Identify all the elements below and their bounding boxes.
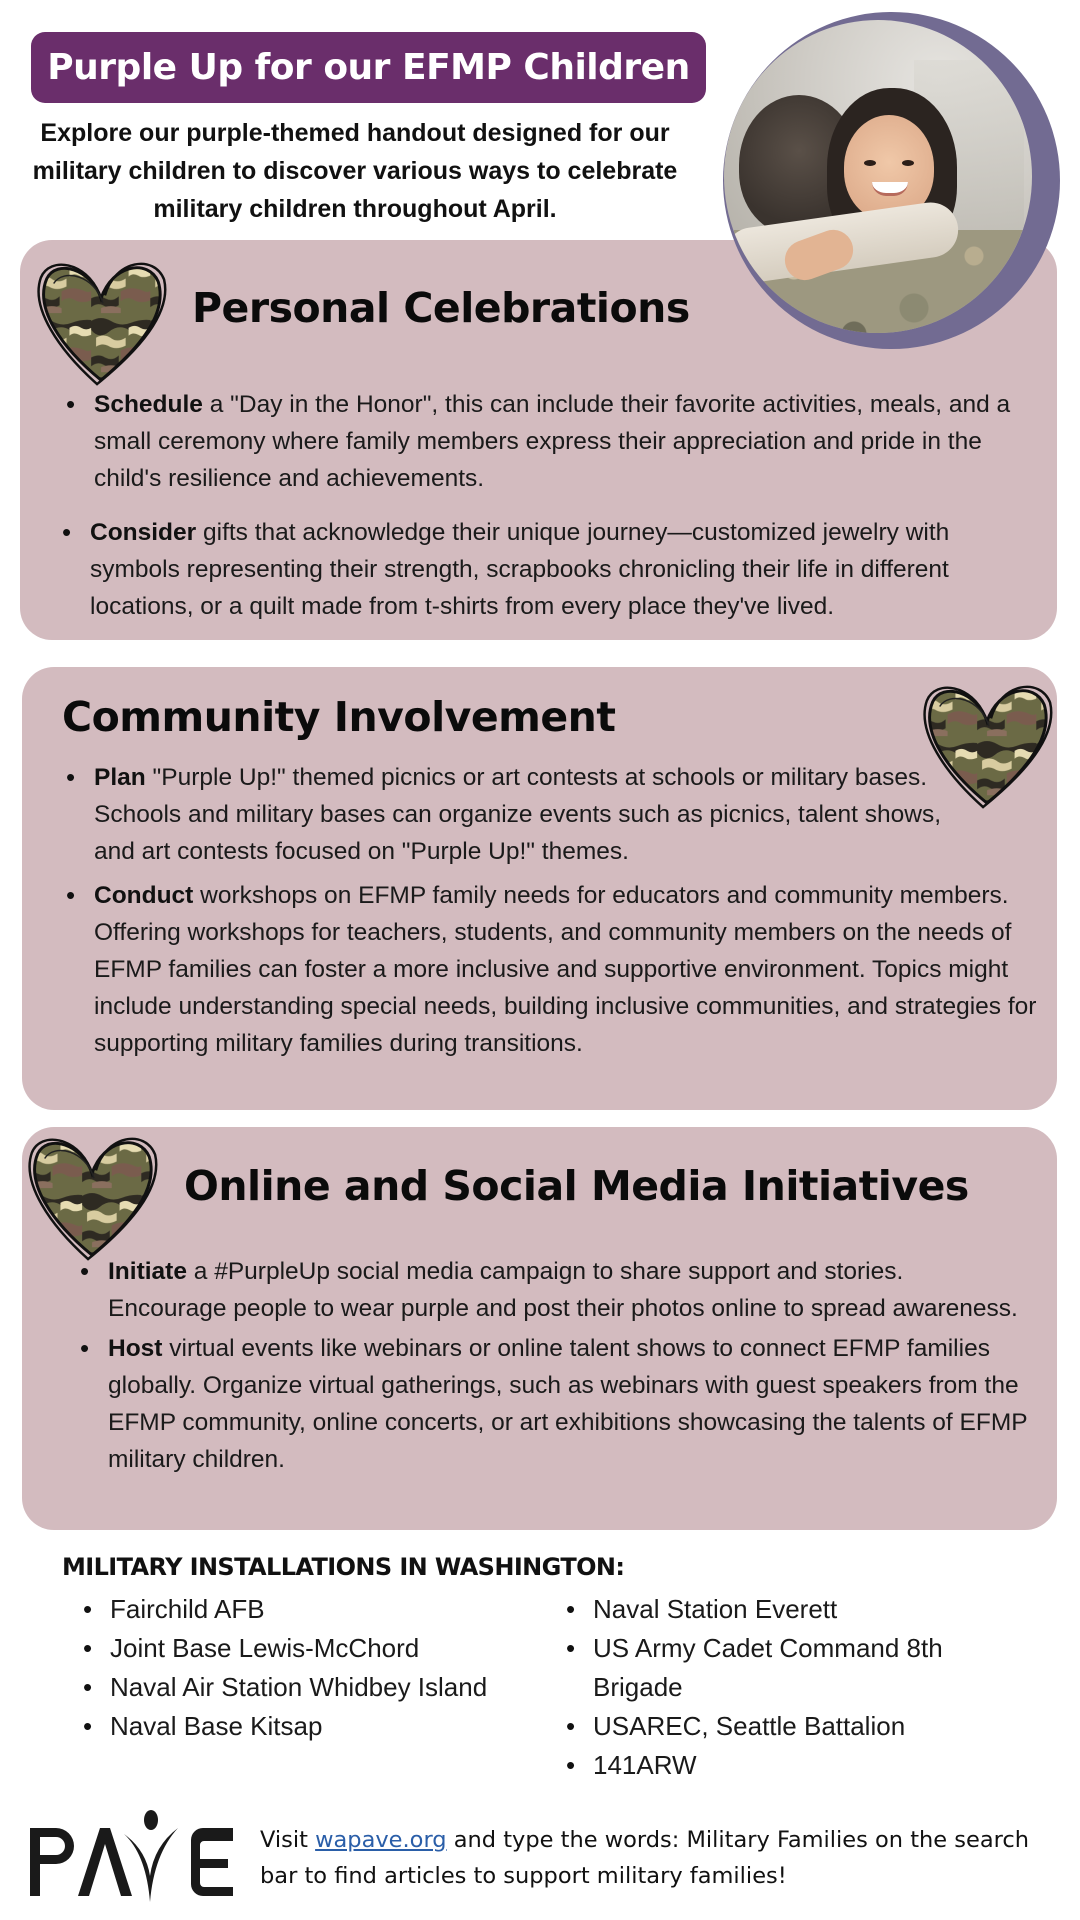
- installation-item: • Naval Station Everett: [593, 1590, 1013, 1629]
- camo-heart-icon: [918, 676, 1056, 811]
- list-item: • Conduct workshops on EFMP family needs for educators and community members. Offering workshops for teachers, students, and community members on the needs of EFMP families can foster a more inclusive and supportive environment. Topics might include understanding special needs, building inclusive communities, and strategies for supporting military families during transitions.: [94, 877, 1044, 1062]
- camo-heart-icon: [32, 253, 170, 388]
- installation-item: • Naval Base Kitsap: [110, 1707, 550, 1746]
- installations-list-right: [593, 1590, 1013, 1785]
- pave-logo: [28, 1806, 235, 1906]
- installation-item: • USAREC, Seattle Battalion: [593, 1707, 1013, 1746]
- bullet-list: [108, 1253, 1028, 1478]
- bullet-list: [94, 759, 1044, 1062]
- installation-item: • US Army Cadet Command 8th Brigade: [593, 1629, 1013, 1707]
- installation-item: • Joint Base Lewis-McChord: [110, 1629, 550, 1668]
- list-item: • Plan "Purple Up!" themed picnics or art contests at schools or military bases. Schools and military bases can organize events such as picnics, talent shows, and art contests focused on "Purple Up!" themes.: [94, 759, 1044, 870]
- section-heading: Online and Social Media Initiatives: [184, 1162, 969, 1210]
- wapave-link[interactable]: wapave.org: [315, 1827, 447, 1853]
- installation-item: • Fairchild AFB: [110, 1590, 550, 1629]
- intro-text: Explore our purple-themed handout designed for our military children to discover various ways to celebrate military children throughout April.: [32, 119, 678, 223]
- camo-heart-icon: [23, 1128, 161, 1263]
- installation-item: • Naval Air Station Whidbey Island: [110, 1668, 550, 1707]
- installation-item: • 141ARW: [593, 1746, 1013, 1785]
- bullet-list: [90, 386, 1044, 625]
- list-item: • Consider gifts that acknowledge their unique journey—customized jewelry with symbols representing their strength, scrapbooks chronicling their life in different locations, or a quilt made from t-shirts from every place they've lived.: [90, 514, 1044, 625]
- title-banner: [31, 32, 706, 103]
- installations-heading: MILITARY INSTALLATIONS IN WASHINGTON:: [62, 1553, 625, 1581]
- section-heading: Community Involvement: [62, 693, 616, 741]
- section-heading: Personal Celebrations: [192, 284, 690, 332]
- list-item: • Host virtual events like webinars or online talent shows to connect EFMP families globally. Organize virtual gatherings, such as webinars with guest speakers from the EFMP community, online concerts, or art exhibitions showcasing the talents of EFMP military children.: [108, 1330, 1028, 1478]
- list-item: • Initiate a #PurpleUp social media campaign to share support and stories. Encourage people to wear purple and post their photos online to spread awareness.: [108, 1253, 1028, 1327]
- hero-photo: [724, 20, 1032, 333]
- installations-list-left: [110, 1590, 550, 1746]
- footer-message: Visit wapave.org and type the words: Military Families on the search bar to find articles to support military families!: [260, 1827, 1030, 1889]
- list-item: • Schedule a "Day in the Honor", this can include their favorite activities, meals, and a small ceremony where family members express their appreciation and pride in the child's resilience and achievements.: [94, 386, 1044, 497]
- page-title: Purple Up for our EFMP Children: [47, 47, 690, 88]
